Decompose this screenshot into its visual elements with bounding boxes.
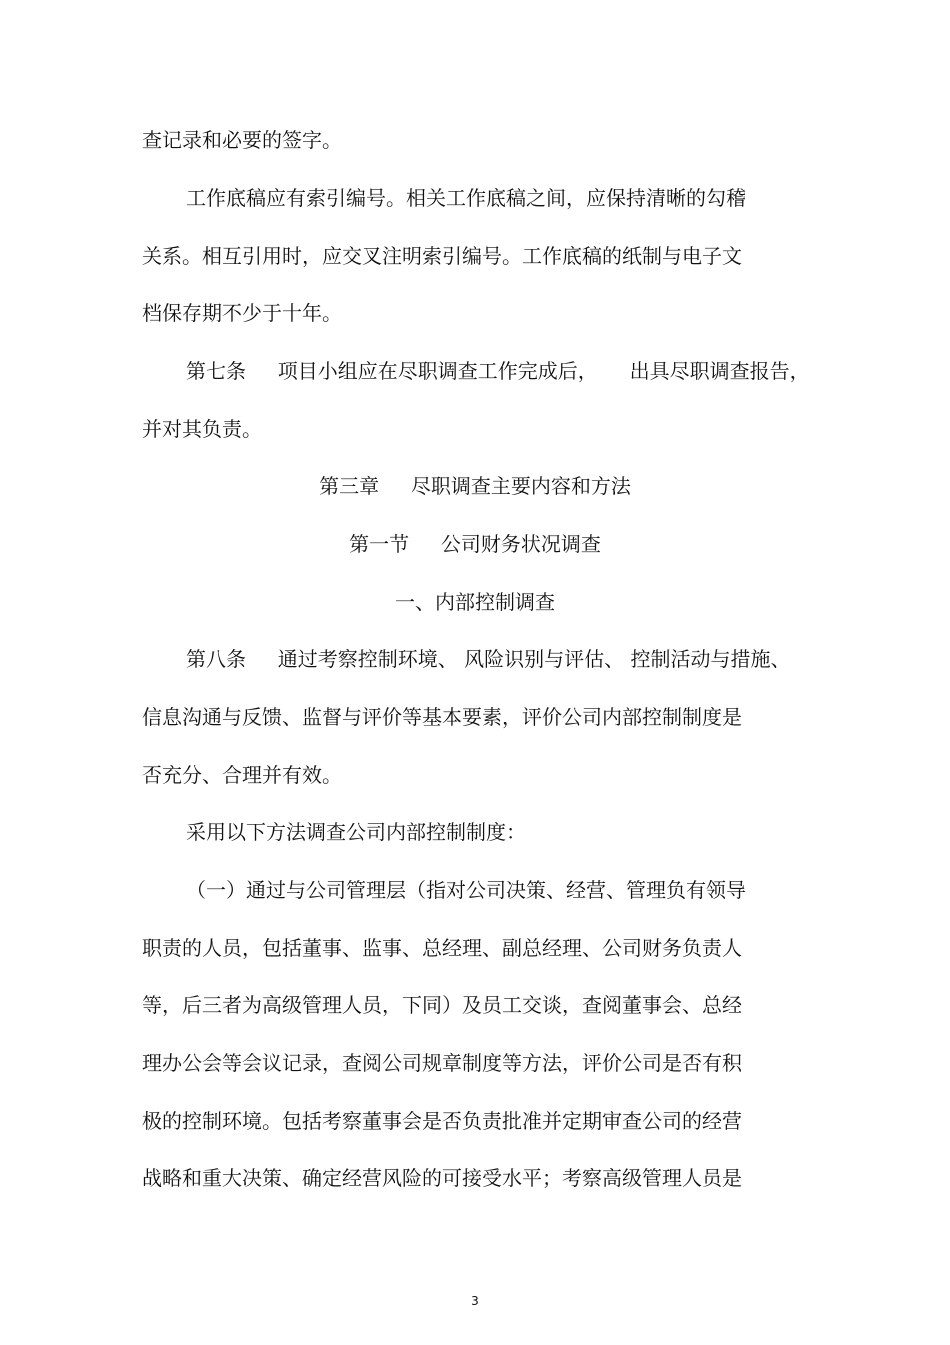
methods-intro-line: 采用以下方法调查公司内部控制制度： [186, 820, 526, 844]
working-papers-line-3: 档保存期不少于十年。 [142, 301, 342, 325]
working-papers-line-2: 关系。相互引用时，应交叉注明索引编号。工作底稿的纸制与电子文 [142, 244, 742, 268]
item-1-line-5: 极的控制环境。包括考察董事会是否负责批准并定期审查公司的经营 [142, 1109, 742, 1133]
item-1-line-2: 职责的人员，包括董事、监事、总经理、副总经理、公司财务负责人 [142, 936, 742, 960]
article-7-line-1: 第七条 项目小组应在尽职调查工作完成后， 出具尽职调查报告， [186, 359, 810, 383]
article-8-line-2: 信息沟通与反馈、监督与评价等基本要素，评价公司内部控制制度是 [142, 705, 742, 729]
continuation-line: 查记录和必要的签字。 [142, 128, 342, 152]
page-number: 3 [471, 1294, 479, 1308]
subsection-heading: 一、内部控制调查 [395, 590, 555, 614]
article-8-line-3: 否充分、合理并有效。 [142, 763, 342, 787]
item-1-line-6: 战略和重大决策、确定经营风险的可接受水平；考察高级管理人员是 [142, 1166, 742, 1190]
item-1-line-4: 理办公会等会议记录，查阅公司规章制度等方法，评价公司是否有积 [142, 1051, 742, 1075]
working-papers-line-1: 工作底稿应有索引编号。相关工作底稿之间，应保持清晰的勾稽 [186, 186, 746, 210]
item-1-line-1: （一）通过与公司管理层（指对公司决策、经营、管理负有领导 [186, 878, 746, 902]
chapter-heading: 第三章 尽职调查主要内容和方法 [319, 474, 631, 498]
article-8-line-1: 第八条 通过考察控制环境、 风险识别与评估、 控制活动与措施、 [186, 647, 791, 671]
article-7-line-2: 并对其负责。 [142, 417, 262, 441]
item-1-line-3: 等，后三者为高级管理人员，下同）及员工交谈，查阅董事会、总经 [142, 993, 742, 1017]
section-heading: 第一节 公司财务状况调查 [349, 532, 601, 556]
